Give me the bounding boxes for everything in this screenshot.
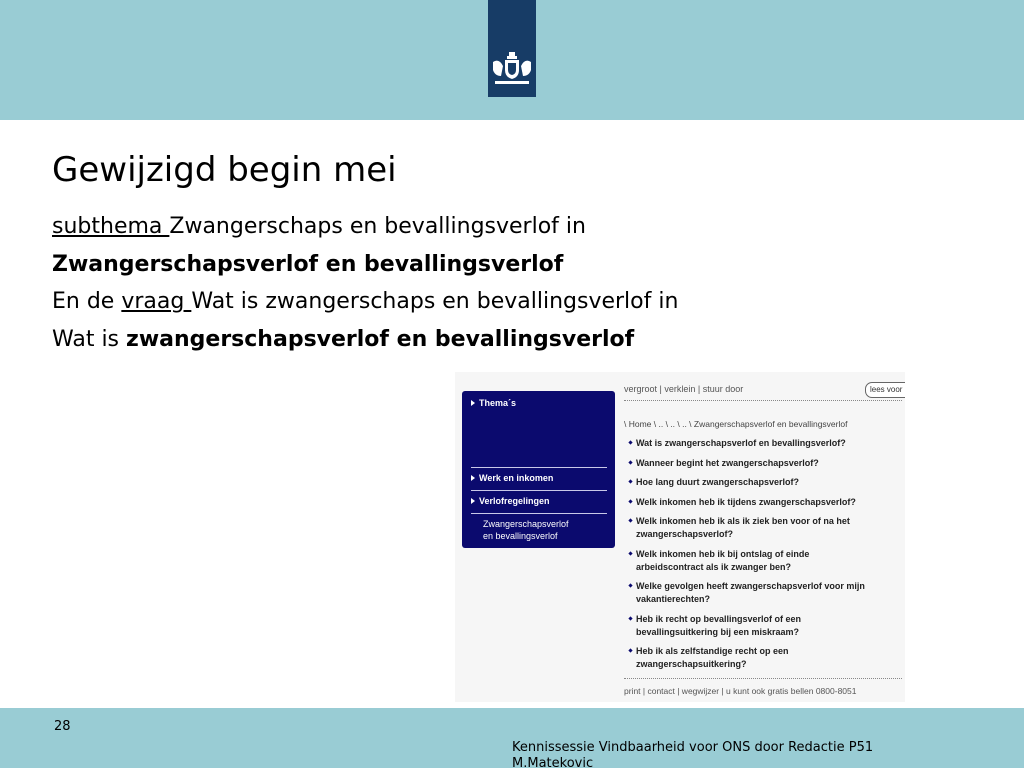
nav-divider (471, 467, 607, 468)
breadcrumb[interactable]: \ Home \ .. \ .. \ .. \ Zwangerschapsverlof en bevallingsverlof (624, 419, 848, 429)
dotted-divider (624, 678, 902, 679)
question-text: bevallingsuitkering bij een miskraam? (636, 626, 800, 637)
body-text: Wat is zwangerschaps en bevallingsverlof in (191, 289, 679, 314)
arrow-right-icon (471, 400, 475, 406)
website-nav-panel (462, 391, 615, 548)
body-line-4 (52, 321, 678, 359)
arrow-right-icon (471, 475, 475, 481)
bullet-icon (628, 616, 632, 620)
website-footer[interactable]: print | contact | wegwijzer | u kunt ook gratis bellen 0800-8051 (624, 686, 857, 696)
question-text: Heb ik recht op bevallingsverlof of een (636, 613, 802, 624)
bullet-icon (628, 583, 632, 587)
body-bold-text: zwangerschapsverlof en bevallingsverlof (126, 326, 635, 352)
question-text: Hoe lang duurt zwangerschapsverlof? (636, 477, 800, 487)
body-line-1 (52, 208, 678, 246)
footer-text (512, 740, 1012, 772)
question-link[interactable] (629, 613, 905, 639)
question-text: Welk inkomen heb ik bij ontslag of einde (636, 548, 810, 559)
bullet-icon (628, 551, 632, 555)
nav-current-line: en bevallingsverlof (483, 531, 558, 541)
question-link[interactable] (629, 515, 905, 541)
subthema-link[interactable]: subthema (52, 214, 170, 239)
website-screenshot (455, 372, 905, 702)
question-text: zwangerschapsuitkering? (636, 659, 747, 669)
website-content (623, 372, 905, 702)
slide-title: Gewijzigd begin mei (52, 150, 397, 190)
footer-line: Kennissessie Vindbaarheid voor ONS door Redactie P51 (512, 740, 874, 755)
body-text: Wat is (52, 326, 127, 352)
website-toolbar[interactable]: vergroot | verklein | stuur door (624, 384, 744, 394)
question-link[interactable] (629, 548, 905, 574)
question-link[interactable] (629, 457, 905, 470)
footer-line: M.Matekovic (512, 756, 594, 771)
question-text: Heb ik als zelfstandige recht op een (636, 646, 789, 656)
body-bold-text: Zwangerschapsverlof en bevallingsverlof (52, 251, 564, 277)
dotted-divider (624, 400, 902, 401)
nav-item-werk[interactable]: Werk en inkomen (471, 472, 607, 484)
vraag-link[interactable]: vraag (121, 289, 192, 314)
bullet-icon (628, 499, 632, 503)
body-line-2 (52, 246, 678, 284)
question-text: vakantierechten? (636, 594, 711, 604)
question-link[interactable] (629, 476, 905, 489)
question-text: Welk inkomen heb ik als ik ziek ben voor of na het (636, 516, 850, 526)
government-logo (488, 0, 536, 97)
question-link[interactable] (629, 645, 905, 671)
bullet-icon (628, 518, 632, 522)
question-link[interactable] (629, 580, 905, 606)
question-text: zwangerschapsverlof? (636, 529, 734, 539)
question-link[interactable] (629, 437, 905, 450)
lees-voor-button[interactable]: lees voor (865, 382, 905, 398)
nav-item-current[interactable] (471, 518, 607, 542)
nav-item-themas[interactable]: Thema´s (471, 397, 607, 409)
bullet-icon (628, 479, 632, 483)
question-text: Welk inkomen heb ik tijdens zwangerschapsverlof? (636, 496, 856, 507)
body-line-3 (52, 283, 678, 321)
question-link[interactable] (629, 496, 905, 509)
body-text: En de (52, 289, 122, 314)
slide-body (52, 208, 678, 358)
nav-divider (471, 490, 607, 491)
question-text: Wanneer begint het zwangerschapsverlof? (636, 457, 819, 468)
coat-of-arms-icon (491, 52, 533, 86)
nav-divider (471, 513, 607, 514)
bullet-icon (628, 648, 632, 652)
bullet-icon (628, 460, 632, 464)
bullet-icon (628, 440, 632, 444)
body-text: Zwangerschaps en bevallingsverlof in (169, 214, 586, 239)
question-text: arbeidscontract als ik zwanger ben? (636, 561, 792, 572)
nav-current-line: Zwangerschapsverlof (483, 519, 569, 529)
arrow-right-icon (471, 498, 475, 504)
nav-item-verlof[interactable]: Verlofregelingen (471, 495, 607, 507)
slide-number: 28 (54, 719, 71, 734)
question-text: Welke gevolgen heeft zwangerschapsverlof voor mijn (636, 581, 865, 591)
question-text: Wat is zwangerschapsverlof en bevallingsverlof? (636, 438, 846, 448)
